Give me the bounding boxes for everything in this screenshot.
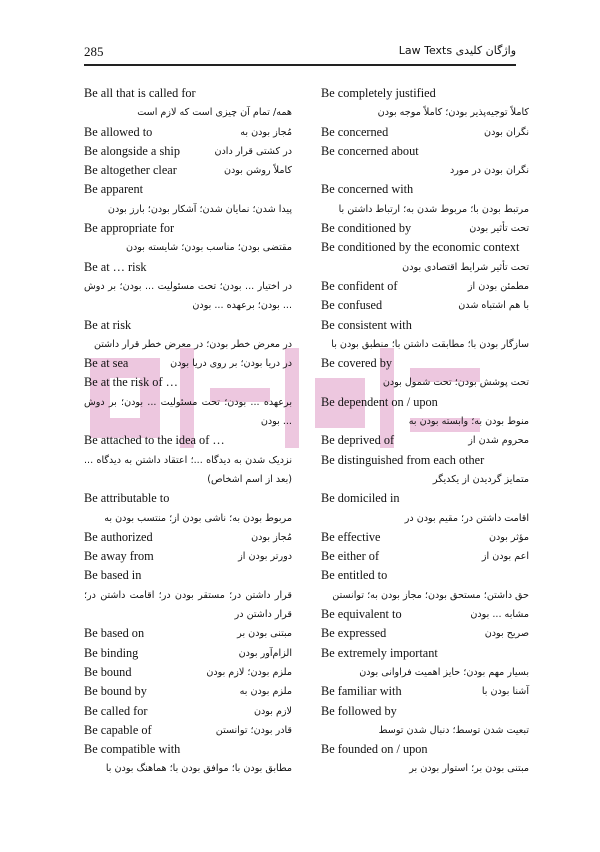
glossary-entry (321, 431, 529, 450)
english-term: Be dependent on / upon (321, 394, 438, 409)
header-rule (84, 64, 516, 66)
page-number: 285 (84, 44, 104, 59)
persian-definition: نزدیک شدن به دیدگاه ...؛ اعتقاد داشتن به دیدگاه ... (بعد از اسم اشخاص) (84, 454, 292, 485)
english-term: Be attributable to (84, 491, 170, 506)
english-term: Be followed by (321, 703, 397, 718)
english-term: Be conditioned by the economic context (321, 240, 520, 255)
persian-definition: مرتبط بودن با؛ مربوط شدن به؛ ارتباط داشتن با (338, 203, 529, 215)
persian-definition: مقتضی بودن؛ مناسب بودن؛ شایسته بودن (125, 242, 292, 254)
english-term: Be concerned about (321, 143, 419, 158)
english-term: Be completely justified (321, 86, 436, 100)
persian-definition: مؤثر بودن (488, 531, 529, 543)
glossary-entry (321, 702, 529, 741)
glossary-entry (321, 547, 529, 566)
english-term: Be at risk (84, 317, 132, 332)
left-column (84, 84, 292, 779)
english-term: Be appropriate for (84, 221, 175, 236)
glossary-entry (321, 644, 529, 683)
right-column (321, 84, 529, 779)
persian-definition: مطابق بودن با؛ موافق بودن با؛ هماهنگ بودن با (105, 763, 292, 775)
persian-definition: سازگار بودن با؛ مطابقت داشتن با؛ منطبق بودن با (331, 338, 529, 350)
english-term: Be deprived of (321, 433, 395, 448)
persian-definition: متمایز گردیدن از یکدیگر (432, 473, 529, 485)
persian-definition: الزام‌آور بودن (238, 647, 292, 659)
english-term: Be effective (321, 529, 381, 544)
glossary-entry (84, 316, 292, 355)
persian-definition: در دریا بودن؛ بر روی دریا بودن (170, 358, 292, 370)
persian-definition: تحت پوشش بودن؛ تحت شمول بودن (382, 377, 529, 389)
persian-definition: منوط بودن به؛ وابسته بودن به (408, 416, 529, 428)
persian-definition: مبتنی بودن بر (237, 628, 292, 640)
persian-definition: آشنا بودن با (481, 686, 529, 698)
english-term: Be away from (84, 549, 154, 564)
persian-definition: مشابه ... بودن (470, 609, 529, 621)
english-term: Be bound by (84, 684, 147, 699)
persian-definition: تحت تأثیر بودن (469, 223, 529, 235)
glossary-entry (84, 547, 292, 566)
glossary-entry (84, 180, 292, 219)
persian-definition: دورتر بودن از (238, 551, 292, 563)
english-term: Be at … risk (84, 259, 147, 274)
english-term: Be consistent with (321, 317, 412, 332)
persian-definition: مربوط بودن به؛ ناشی بودن از؛ منتسب بودن به (104, 512, 292, 524)
persian-definition: مُجاز بودن (251, 531, 292, 543)
glossary-entry (321, 566, 529, 605)
glossary-entry (84, 566, 292, 624)
english-term: Be confident of (321, 278, 398, 293)
english-term: Be covered by (321, 356, 393, 371)
english-term: Be concerned with (321, 182, 414, 197)
glossary-entry (321, 393, 529, 432)
english-term: Be called for (84, 703, 148, 718)
glossary-entry (84, 84, 292, 123)
persian-definition: تبعیت شدن توسط؛ دنبال شدن توسط (378, 724, 529, 736)
glossary-entry (321, 528, 529, 547)
english-term: Be based in (84, 568, 142, 583)
persian-definition: ملزم بودن به (239, 686, 292, 698)
english-term: Be at the risk of … (84, 375, 178, 390)
glossary-entry (321, 451, 529, 490)
english-term: Be domiciled in (321, 491, 400, 506)
persian-definition: نگران بودن (484, 126, 529, 138)
english-term: Be alongside a ship (84, 143, 180, 158)
persian-definition: ملزم بودن؛ لازم بودن (206, 666, 292, 678)
english-term: Be based on (84, 626, 145, 641)
glossary-entry (84, 624, 292, 643)
english-term: Be apparent (84, 182, 144, 197)
english-term: Be extremely important (321, 645, 438, 660)
english-term: Be allowed to (84, 124, 153, 139)
english-term: Be concerned (321, 124, 389, 139)
persian-definition: قرار داشتن در؛ مستقر بودن در؛ اقامت داشتن در؛ قرار داشتن در (84, 589, 292, 621)
persian-definition: قادر بودن؛ توانستن (215, 724, 292, 736)
english-term: Be either of (321, 549, 380, 564)
persian-definition: همه/ تمام آن چیزی است که لازم است (137, 107, 292, 119)
glossary-entry (321, 180, 529, 219)
english-term: Be confused (321, 298, 383, 313)
english-term: Be distinguished from each other (321, 452, 485, 467)
glossary-entry (321, 489, 529, 528)
persian-definition: اقامت داشتن در؛ مقیم بودن در (404, 512, 529, 524)
running-title: واژگان کلیدی Law Texts (398, 44, 516, 57)
persian-definition: مبتنی بودن بر؛ استوار بودن بر (409, 763, 529, 775)
glossary-entry (321, 605, 529, 624)
persian-definition: برعهده ... بودن؛ تحت مسئولیت ... بودن؛ بر دوش ... بودن (84, 396, 292, 428)
persian-definition: لازم بودن (253, 705, 292, 717)
persian-definition: اعم بودن از (481, 551, 529, 563)
english-term: Be altogether clear (84, 163, 177, 178)
glossary-entry (321, 219, 529, 238)
english-term: Be compatible with (84, 742, 181, 757)
glossary-entry (84, 354, 292, 373)
english-term: Be bound (84, 664, 132, 679)
persian-definition: تحت تأثیر شرایط اقتصادی بودن (402, 261, 529, 273)
glossary-entry (84, 489, 292, 528)
persian-definition: محروم شدن از (468, 435, 529, 447)
glossary-entry (321, 682, 529, 701)
glossary-entry (321, 296, 529, 315)
english-term: Be capable of (84, 722, 152, 737)
glossary-entry (84, 644, 292, 663)
glossary-entry (321, 277, 529, 296)
persian-definition: کاملاً توجیه‌پذیر بودن؛ کاملاً موجه بودن (377, 107, 529, 119)
glossary-entry (321, 142, 529, 181)
glossary-entry (84, 123, 292, 142)
glossary-entry (84, 702, 292, 721)
glossary-entry (321, 84, 529, 123)
glossary-entry (321, 316, 529, 355)
glossary-entry (84, 258, 292, 316)
persian-definition: مطمئن بودن از (467, 280, 529, 292)
english-term: Be all that is called for (84, 86, 196, 100)
glossary-entry (321, 354, 529, 393)
persian-definition: کاملاً روشن بودن (223, 165, 292, 177)
glossary-entry (84, 373, 292, 431)
english-term: Be founded on / upon (321, 742, 428, 757)
persian-definition: در اختیار ... بودن؛ تحت مسئولیت ... بودن؛ بر دوش ... بودن؛ برعهده ... بودن (84, 280, 292, 312)
persian-definition: با هم اشتباه شدن (458, 300, 529, 312)
persian-definition: در معرض خطر بودن؛ در معرض خطر قرار داشتن (93, 338, 292, 350)
glossary-entry (84, 431, 292, 489)
glossary-entry (84, 740, 292, 779)
glossary-entry (84, 219, 292, 258)
persian-definition: صریح بودن (484, 628, 529, 640)
glossary-entry (84, 721, 292, 740)
glossary-entry (84, 682, 292, 701)
english-term: Be equivalent to (321, 607, 402, 622)
glossary-entry (84, 161, 292, 180)
glossary-entry (321, 238, 529, 277)
glossary-entry (321, 740, 529, 779)
persian-definition: بسیار مهم بودن؛ حایز اهمیت فراوانی بودن (359, 666, 529, 678)
glossary-entry (321, 624, 529, 643)
english-term: Be expressed (321, 626, 387, 641)
english-term: Be binding (84, 645, 139, 660)
english-term: Be at sea (84, 356, 129, 371)
english-term: Be entitled to (321, 568, 388, 583)
english-term: Be attached to the idea of … (84, 433, 225, 448)
glossary-entry (84, 663, 292, 682)
glossary-entry (321, 123, 529, 142)
english-term: Be authorized (84, 529, 153, 544)
persian-definition: در کشتی قرار دادن (214, 145, 292, 157)
english-term: Be conditioned by (321, 221, 412, 236)
persian-definition: مُجاز بودن به (240, 126, 292, 138)
persian-definition: پیدا شدن؛ نمایان شدن؛ آشکار بودن؛ بارز بودن (107, 203, 292, 215)
glossary-entry (84, 142, 292, 161)
persian-definition: نگران بودن در مورد (450, 165, 529, 177)
persian-definition: حق داشتن؛ مستحق بودن؛ مجاز بودن به؛ توانستن (332, 589, 529, 601)
glossary-entry (84, 528, 292, 547)
english-term: Be familiar with (321, 684, 402, 699)
